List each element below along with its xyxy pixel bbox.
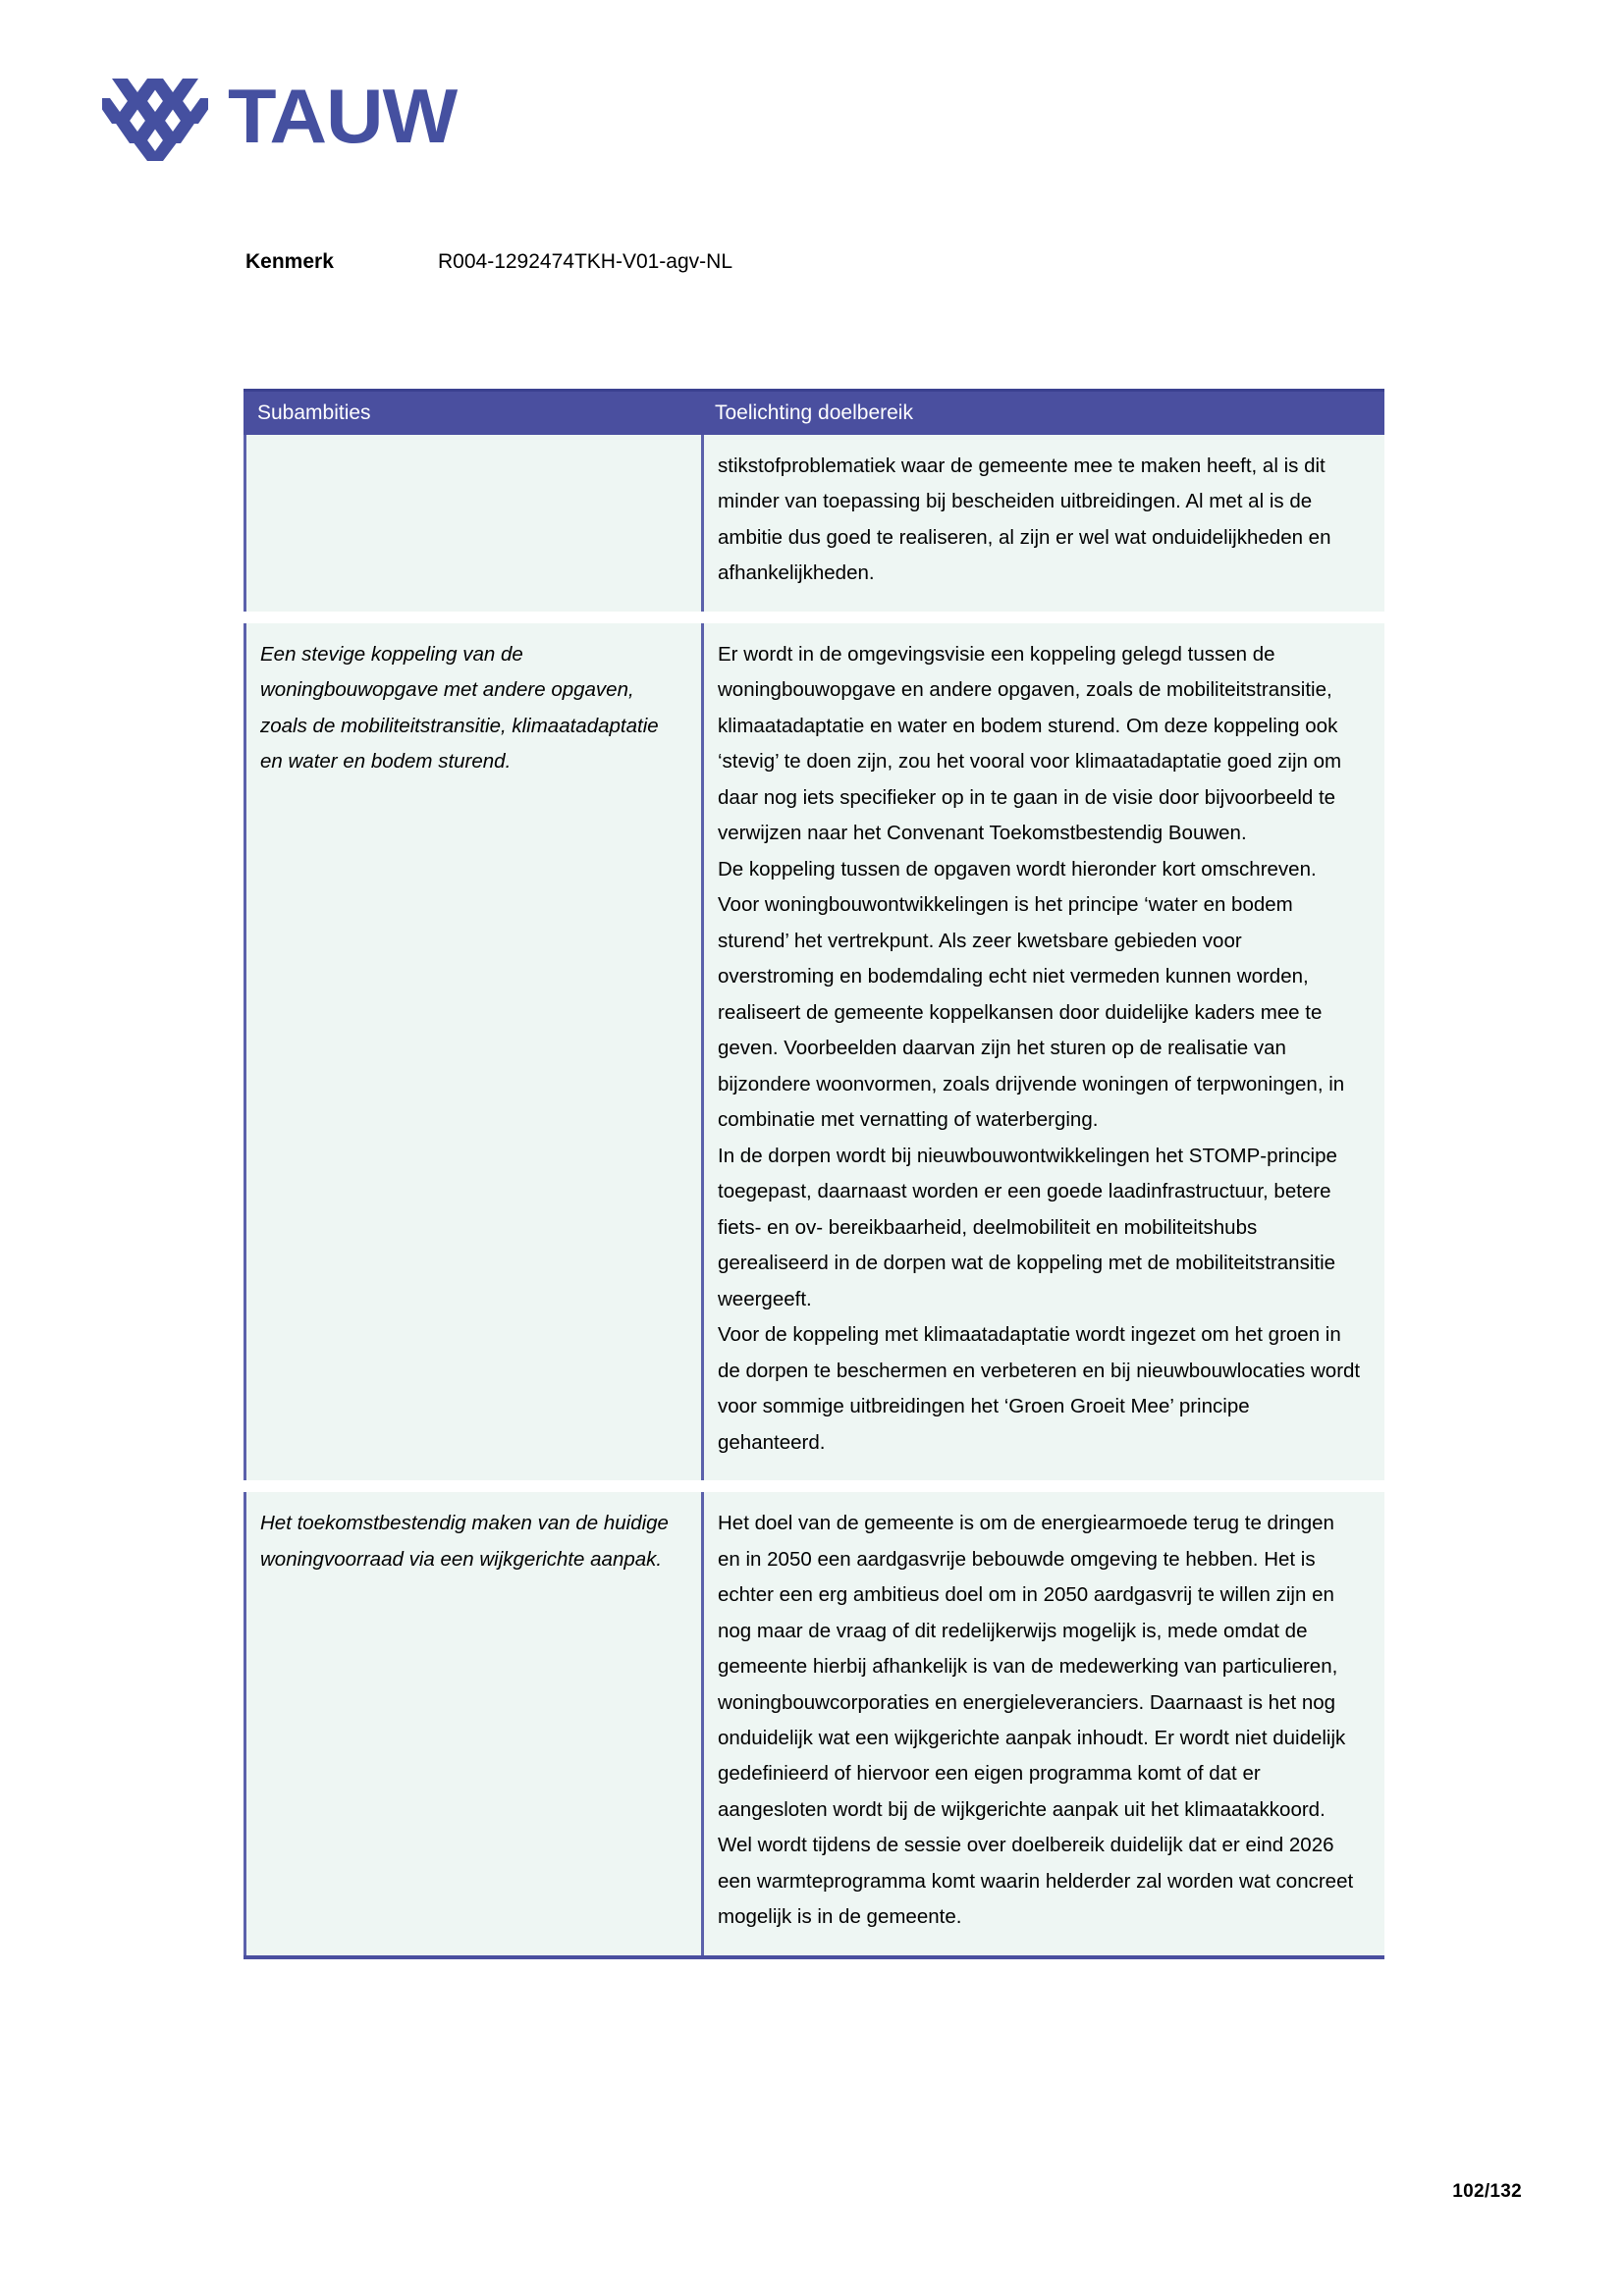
kenmerk-value: R004-1292474TKH-V01-agv-NL xyxy=(438,250,732,273)
table-row xyxy=(244,1492,1384,1955)
brand-logo xyxy=(102,71,458,161)
paragraph: In de dorpen wordt bij nieuwbouwontwikkelingen het STOMP-principe toegepast, daarnaast worden er een goede laadinfrastructuur, betere fiets- en ov- bereikbaarheid, deelmobiliteit en mobiliteitshubs gerealiseerd in de dorpen wat de koppeling met de mobiliteitstransitie weergeeft. xyxy=(718,1144,1337,1310)
brand-wordmark: TAUW xyxy=(228,73,458,159)
tauw-chevron-logo-icon xyxy=(102,71,208,161)
table-row xyxy=(244,435,1384,612)
table-bottom-border xyxy=(244,1955,1384,1959)
paragraph: De koppeling tussen de opgaven wordt hieronder kort omschreven. Voor woningbouwontwikkelingen is het principe ‘water en bodem sturend’ het vertrekpunt. Als zeer kwetsbare gebieden voor overstroming en bodemdaling echt niet vermeden kunnen worden, realiseert de gemeente koppelkansen door duidelijke kaders mee te geven. Voorbeelden daarvan zijn het sturen op de realisatie van bijzondere woonvormen, zoals drijvende woningen of terpwoningen, in combinatie met vernatting of waterberging. xyxy=(718,857,1345,1132)
paragraph: stikstofproblematiek waar de gemeente mee te maken heeft, al is dit minder van toepassing bij bescheiden uitbreidingen. Al met al is de ambitie dus goed te realiseren, al zijn er wel wat onduidelijkheden en afhankelijkheden. xyxy=(718,454,1331,585)
cell-subambitie: Een stevige koppeling van de woningbouwopgave met andere opgaven, zoals de mobiliteitstransitie, klimaatadaptatie en water en bodem sturend. xyxy=(244,623,701,1480)
paragraph: Voor de koppeling met klimaatadaptatie wordt ingezet om het groen in de dorpen te beschermen en verbeteren en bij nieuwbouwlocaties wordt voor sommige uitbreidingen het ‘Groen Groeit Mee’ principe gehanteerd. xyxy=(718,1323,1361,1454)
cell-toelichting xyxy=(701,623,1384,1480)
subambities-table xyxy=(244,389,1384,1959)
kenmerk xyxy=(245,249,732,274)
cell-subambitie xyxy=(244,435,701,612)
cell-toelichting xyxy=(701,1492,1384,1955)
kenmerk-label: Kenmerk xyxy=(245,250,334,273)
cell-subambitie: Het toekomstbestendig maken van de huidige woningvoorraad via een wijkgerichte aanpak. xyxy=(244,1492,701,1955)
table-header-row xyxy=(244,389,1384,435)
paragraph: Het doel van de gemeente is om de energiearmoede terug te dringen en in 2050 een aardgasvrije bebouwde omgeving te hebben. Het is echter een erg ambitieus doel om in 2050 aardgasvrij te willen zijn en nog maar de vraag of dit redelijkerwijs mogelijk is, mede omdat de gemeente hierbij afhankelijk is van de medewerking van particulieren, woningbouwcorporaties en energieleveranciers. Daarnaast is het nog onduidelijk wat een wijkgerichte aanpak inhoudt. Er wordt niet duidelijk gedefinieerd of hiervoor een eigen programma komt of dat er aangesloten wordt bij de wijkgerichte aanpak uit het klimaatakkoord. Wel wordt tijdens de sessie over doelbereik duidelijk dat er eind 2026 een warmteprogramma komt waarin helderder zal worden wat concreet mogelijk is in de gemeente. xyxy=(718,1512,1354,1929)
paragraph: Er wordt in de omgevingsvisie een koppeling gelegd tussen de woningbouwopgave en andere opgaven, zoals de mobiliteitstransitie, klimaatadaptatie en water en bodem sturend. Om deze koppeling ook ‘stevig’ te doen zijn, zou het vooral voor klimaatadaptatie goed zijn om daar nog iets specifieker op in te gaan in de visie door bijvoorbeeld te verwijzen naar het Convenant Toekomstbestendig Bouwen. xyxy=(718,642,1342,845)
column-header-toelichting: Toelichting doelbereik xyxy=(715,401,913,424)
page-number: 102/132 xyxy=(1452,2181,1522,2202)
column-header-subambities: Subambities xyxy=(257,401,371,424)
cell-toelichting xyxy=(701,435,1384,612)
table-row xyxy=(244,623,1384,1480)
